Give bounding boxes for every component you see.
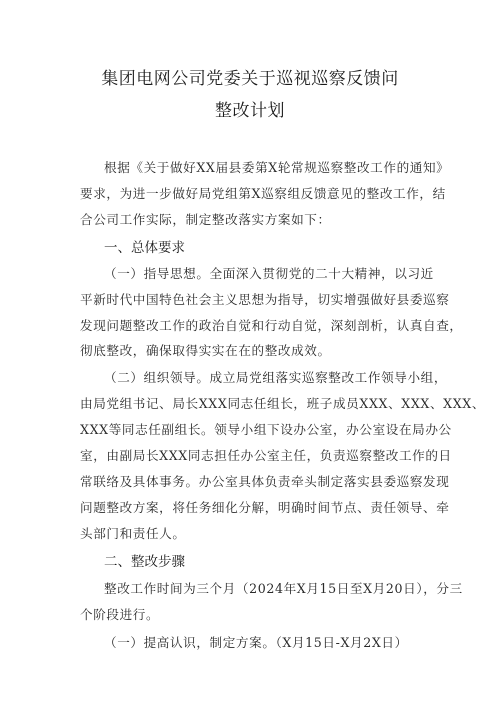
- document-title-line1: 集团电网公司党委关于巡视巡察反馈问: [101, 69, 399, 89]
- section1-p1-line-1: （一）指导思想。全面深入贯彻党的二十大精神，以习近: [104, 266, 434, 281]
- intro-line-2: 要求，为进一步做好局党组第X巡察组反馈意见的整改工作，结: [80, 186, 446, 201]
- section1-p2-line-6: 问题整改方案，将任务细化分解，明确时间节点、责任领导、牵: [80, 500, 450, 515]
- section2-p1-line-1: 整改工作时间为三个月（2024年X月15日至X月20日），分三: [104, 581, 463, 596]
- section1-p1-line-2: 平新时代中国特色社会主义思想为指导，切实增强做好县委巡察: [80, 292, 450, 307]
- section1-p2-line-5: 常联络及具体事务。办公室具体负责牵头制定落实县委巡察发现: [80, 474, 450, 489]
- section2-p1-line-2: 个阶段进行。: [80, 607, 160, 622]
- intro-line-3: 合公司工作实际，制定整改落实方案如下：: [80, 212, 331, 227]
- section1-p2-line-2: 由局党组书记、局长XXX同志任组长，班子成员XXX、XXX、XXX、: [80, 396, 486, 411]
- section1-p2-line-1: （二）组织领导。成立局党组落实巡察整改工作领导小组，: [104, 370, 448, 385]
- section1-p2-line-7: 头部门和责任人。: [80, 526, 186, 541]
- section2-sub1-heading: （一）提高认识，制定方案。（X月15日-X月2X日）: [104, 635, 408, 650]
- intro-line-1: 根据《关于做好XX届县委第X轮常规巡察整改工作的通知》: [104, 160, 450, 175]
- section1-p2-line-3: XXX等同志任副组长。领导小组下设办公室，办公室设在局办公: [80, 422, 452, 437]
- section1-p2-line-4: 室，由副局长XXX同志担任办公室主任，负责巡察整改工作的日: [80, 448, 452, 463]
- section1-heading: 一、总体要求: [104, 240, 185, 256]
- section1-p1-line-4: 彻底整改，确保取得实实在在的整改成效。: [80, 343, 331, 358]
- section2-heading: 二、整改步骤: [104, 554, 185, 570]
- section1-p1-line-3: 发现问题整改工作的政治自觉和行动自觉，深刻剖析，认真自查，: [80, 318, 463, 333]
- document-title-line2: 整改计划: [215, 101, 285, 121]
